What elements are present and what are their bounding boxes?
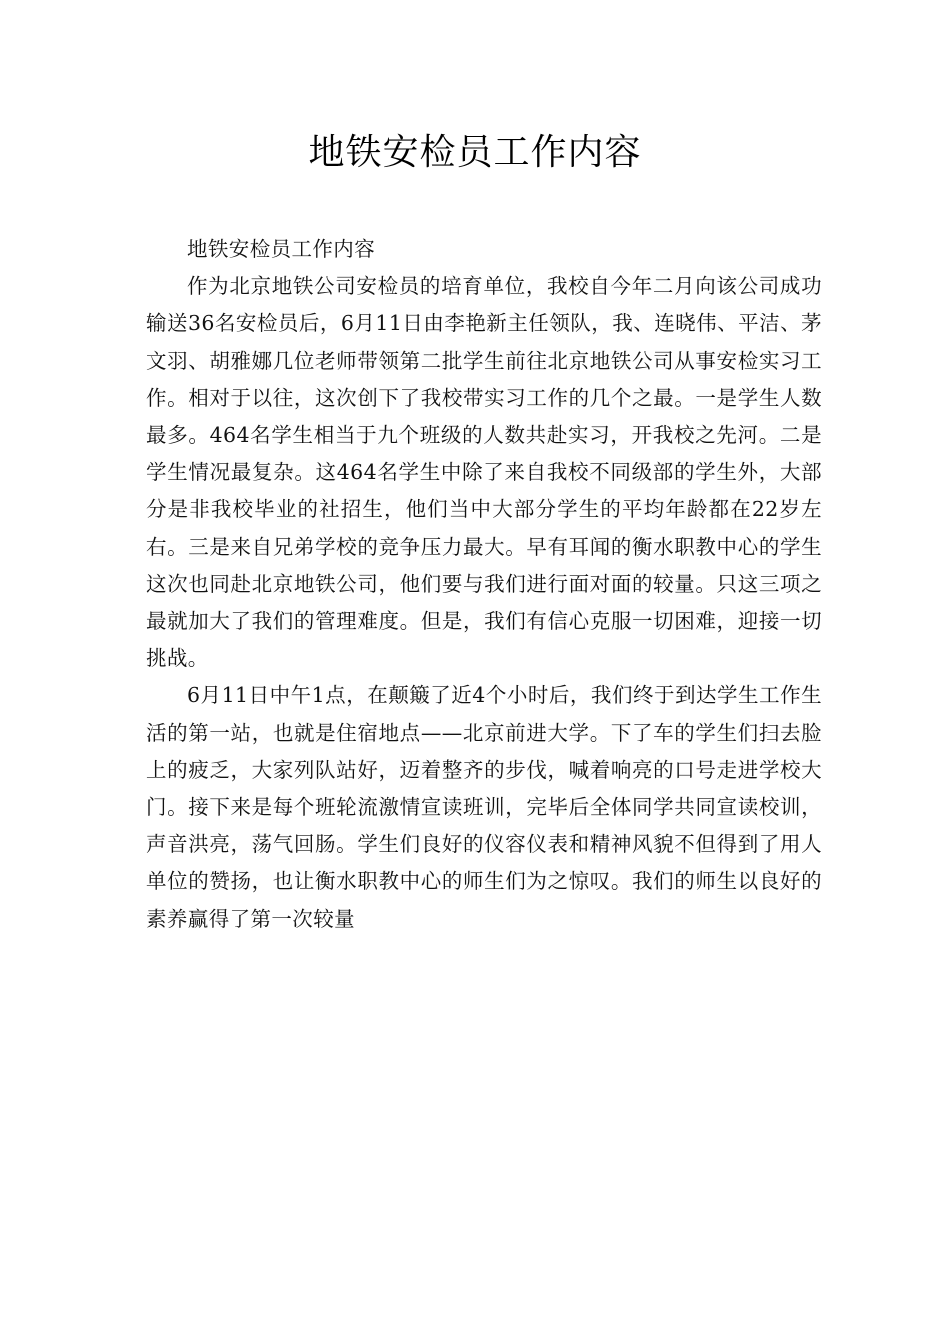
paragraph-arrival: 6月11日中午1点，在颠簸了近4个小时后，我们终于到达学生工作生活的第一站，也就是住宿地点——北京前进大学。下了车的学生们扫去脸上的疲乏，大家列队站好，迈着整齐的步伐，喊着响亮的口号走进学校大门。接下来是每个班轮流激情宣读班训，完毕后全体同学共同宣读校训，声音洪亮，荡气回肠。学生们良好的仪容仪表和精神风貌不但得到了用人单位的赞扬，也让衡水职教中心的师生们为之惊叹。我们的师生以良好的素养赢得了第一次较量 [146,683,822,931]
document-title: 地铁安检员工作内容 [308,132,642,173]
paragraph-intro: 作为北京地铁公司安检员的培育单位，我校自今年二月向该公司成功输送36名安检员后，6月11日由李艳新主任领队，我、连晓伟、平洁、茅文羽、胡雅娜几位老师带领第二批学生前往北京地铁公司从事安检实习工作。相对于以往，这次创下了我校带实习工作的几个之最。一是学生人数最多。464名学生相当于九个班级的人数共赴实习，开我校之先河。二是学生情况最复杂。这464名学生中除了来自我校不同级部的学生外，大部分是非我校毕业的社招生，他们当中大部分学生的平均年龄都在22岁左右。三是来自兄弟学校的竞争压力最大。早有耳闻的衡水职教中心的学生这次也同赴北京地铁公司，他们要与我们进行面对面的较量。只这三项之最就加大了我们的管理难度。但是，我们有信心克服一切困难，迎接一切挑战。 [146,274,822,671]
document-body [146,231,822,938]
paragraph-subtitle: 地铁安检员工作内容 [187,237,376,261]
